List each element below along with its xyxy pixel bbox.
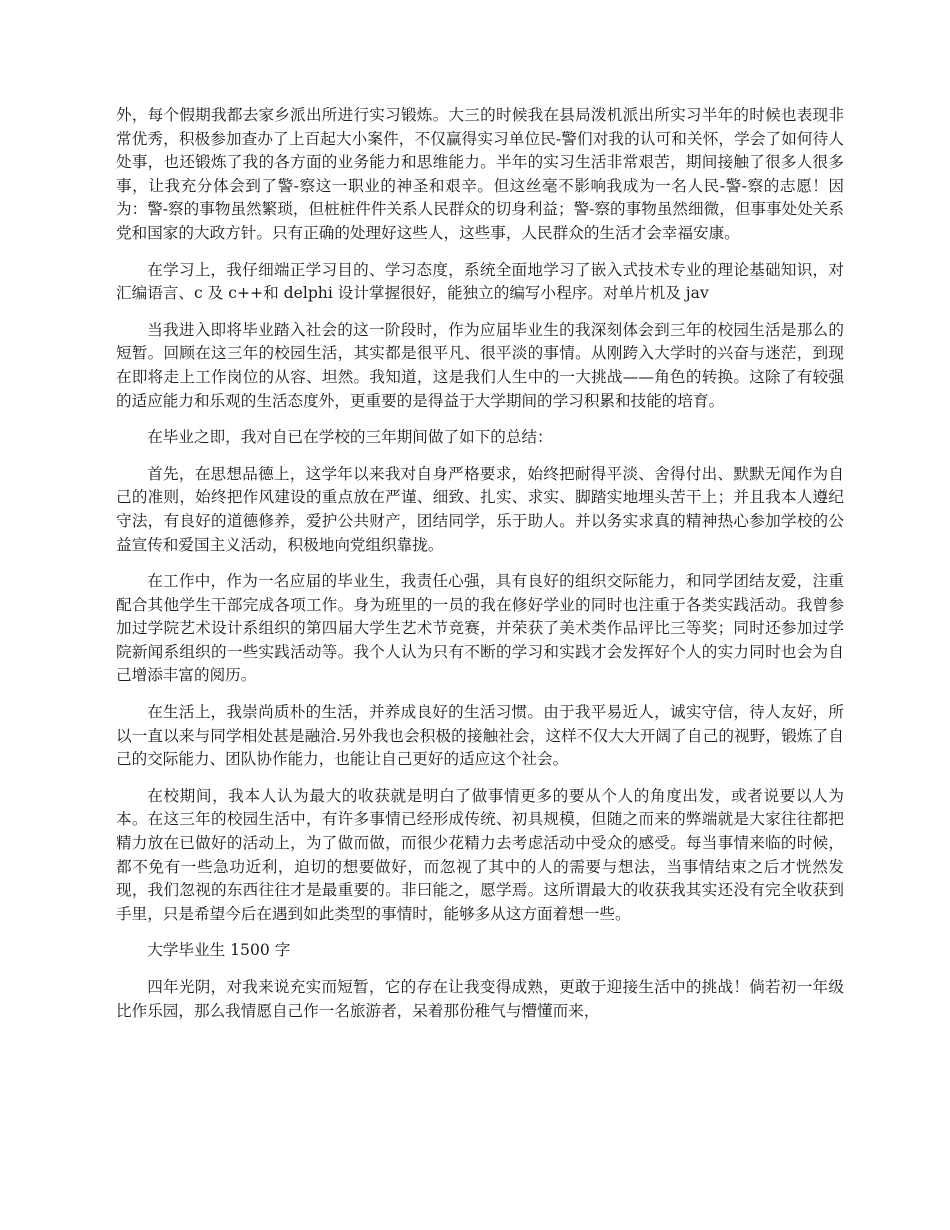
paragraph-work: 在工作中，作为一名应届的毕业生，我责任心强，具有良好的组织交际能力，和同学团结友爱，注重配合其他学生干部完成各项工作。身为班里的一员的我在修好学业的同时也注重于各类实践活动。我曾参加过学院艺术设计系组织的第四届大学生艺术节竞赛，并荣获了美术类作品评比三等奖；同时还参加过学院新闻系组织的一些实践活动等。我个人认为只有不断的学习和实践才会发挥好个人的实力同时也会为自己增添丰富的阅历。 xyxy=(116,572,844,685)
section-heading: 大学毕业生 1500 字 xyxy=(147,941,291,960)
document-page xyxy=(116,104,844,1036)
paragraph-ideology: 首先，在思想品德上，这学年以来我对自身严格要求，始终把耐得平淡、舍得付出、默默无闻作为自己的准则，始终把作风建设的重点放在严谨、细致、扎实、求实、脚踏实地埋头苦干上；并且我本人遵纪守法，有良好的道德修养，爱护公共财产，团结同学，乐于助人。并以务实求真的精神热心参加学校的公益宣传和爱国主义活动，积极地向党组织靠拢。 xyxy=(116,464,844,554)
paragraph-harvest: 在校期间，我本人认为最大的收获就是明白了做事情更多的要从个人的角度出发，或者说要以人为本。在这三年的校园生活中，有许多事情已经形成传统、初具规模，但随之而来的弊端就是大家往往都把精力放在已做好的活动上，为了做而做，而很少花精力去考虑活动中受众的感受。每当事情来临的时候，都不免有一些急功近利，迫切的想要做好，而忽视了其中的人的需要与想法，当事情结束之后才恍然发现，我们忽视的东西往往才是最重要的。非曰能之，愿学焉。这所谓最大的收获我其实还没有完全收获到手里，只是希望今后在遇到如此类型的事情时，能够多从这方面着想一些。 xyxy=(116,786,844,923)
paragraph-graduation-intro: 当我进入即将毕业踏入社会的这一阶段时，作为应届毕业生的我深刻体会到三年的校园生活是那么的短暂。回顾在这三年的校园生活，其实都是很平凡、很平淡的事情。从刚跨入大学时的兴奋与迷茫，到现在即将走上工作岗位的从容、坦然。我知道，这是我们人生中的一大挑战——角色的转换。这除了有较强的适应能力和乐观的生活态度外，更重要的是得益于大学期间的学习积累和技能的培育。 xyxy=(116,320,844,410)
paragraph-four-years: 四年光阴，对我来说充实而短暂，它的存在让我变得成熟，更敢于迎接生活中的挑战！倘若初一年级比作乐园，那么我情愿自己作一名旅游者，呆着那份稚气与懵懂而来， xyxy=(116,978,844,1020)
paragraph-life: 在生活上，我崇尚质朴的生活，并养成良好的生活习惯。由于我平易近人，诚实守信，待人友好，所以一直以来与同学相处甚是融洽.另外我也会积极的接触社会，这样不仅大大开阔了自己的视野，锻炼了自己的交际能力、团队协作能力，也能让自己更好的适应这个社会。 xyxy=(116,703,844,769)
paragraph-summary-lead: 在毕业之即，我对自已在学校的三年期间做了如下的总结： xyxy=(147,428,553,447)
paragraph-study: 在学习上，我仔细端正学习目的、学习态度，系统全面地学习了嵌入式技术专业的理论基础知识，对汇编语言、c 及 c++和 delphi 设计掌握很好，能独立的编写小程序。对单片机及 jav xyxy=(116,260,844,303)
paragraph-internship: 外，每个假期我都去家乡派出所进行实习锻炼。大三的时候我在县局泼机派出所实习半年的时候也表现非常优秀，积极参加查办了上百起大小案件，不仅赢得实习单位民-警们对我的认可和关怀，学会了如何待人处事，也还锻炼了我的各方面的业务能力和思维能力。半年的实习生活非常艰苦，期间接触了很多人很多事，让我充分体会到了警-察这一职业的神圣和艰辛。但这丝毫不影响我成为一名人民-警-察的志愿！因为：警-察的事物虽然繁琐，但桩桩件件关系人民群众的切身利益；警-察的事物虽然细微，但事事处处关系党和国家的大政方针。只有正确的处理好这些人，这些事，人民群众的生活才会幸福安康。 xyxy=(116,106,844,242)
